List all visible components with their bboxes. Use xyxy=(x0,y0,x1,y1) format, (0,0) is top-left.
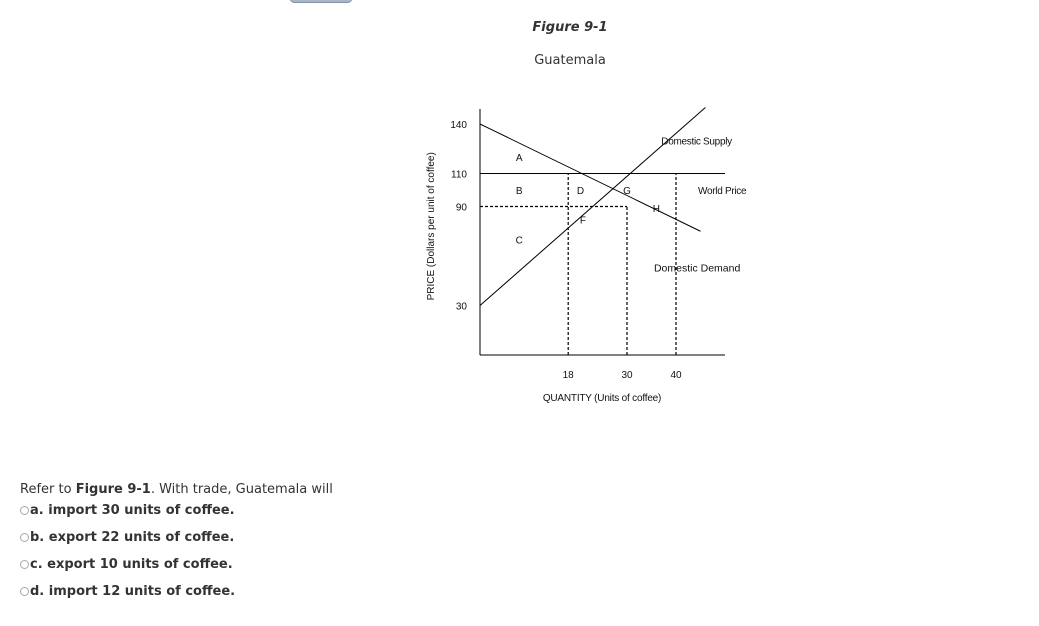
area-label-h: H xyxy=(652,204,661,216)
option-c-radio[interactable] xyxy=(20,560,29,569)
y-tick-110: 110 xyxy=(451,169,467,181)
question-text xyxy=(20,482,333,497)
option-d-label: d. import 12 units of coffee. xyxy=(30,584,236,599)
option-b-label: b. export 22 units of coffee. xyxy=(30,530,235,545)
question-prefix: Refer to xyxy=(20,482,76,497)
x-tick-30: 30 xyxy=(621,370,633,381)
label-domestic-demand: Domestic Demand xyxy=(653,262,741,275)
label-domestic-supply: Domestic Supply xyxy=(661,136,732,148)
option-d-radio[interactable] xyxy=(20,587,29,596)
y-axis-label: PRICE (Dollars per unit of coffee) xyxy=(426,152,437,301)
x-tick-40: 40 xyxy=(670,370,682,381)
option-c[interactable] xyxy=(20,557,233,572)
area-label-a: A xyxy=(515,153,523,164)
question-figure-ref: Figure 9-1 xyxy=(75,482,151,497)
option-b-radio[interactable] xyxy=(20,533,29,542)
y-tick-30: 30 xyxy=(455,301,467,313)
option-b[interactable] xyxy=(20,530,234,545)
area-label-c: C xyxy=(515,235,523,247)
option-a-radio[interactable] xyxy=(20,506,29,515)
figure-title: Figure 9-1 xyxy=(532,20,608,35)
x-tick-18: 18 xyxy=(562,370,574,381)
question-suffix: . With trade, Guatemala will xyxy=(150,482,333,497)
option-c-label: c. export 10 units of coffee. xyxy=(30,557,233,572)
area-label-b: B xyxy=(515,186,523,197)
area-label-g: G xyxy=(623,186,631,197)
x-axis-label: QUANTITY (Units of coffee) xyxy=(542,393,662,404)
area-label-f: F xyxy=(579,215,586,227)
y-tick-90: 90 xyxy=(455,202,467,214)
figure-subtitle: Guatemala xyxy=(534,53,606,68)
option-d[interactable] xyxy=(20,584,235,599)
label-world-price: World Price xyxy=(698,186,747,197)
option-a[interactable] xyxy=(20,503,235,518)
y-tick-140: 140 xyxy=(450,120,467,131)
option-a-label: a. import 30 units of coffee. xyxy=(30,503,235,518)
area-label-d: D xyxy=(576,186,585,197)
